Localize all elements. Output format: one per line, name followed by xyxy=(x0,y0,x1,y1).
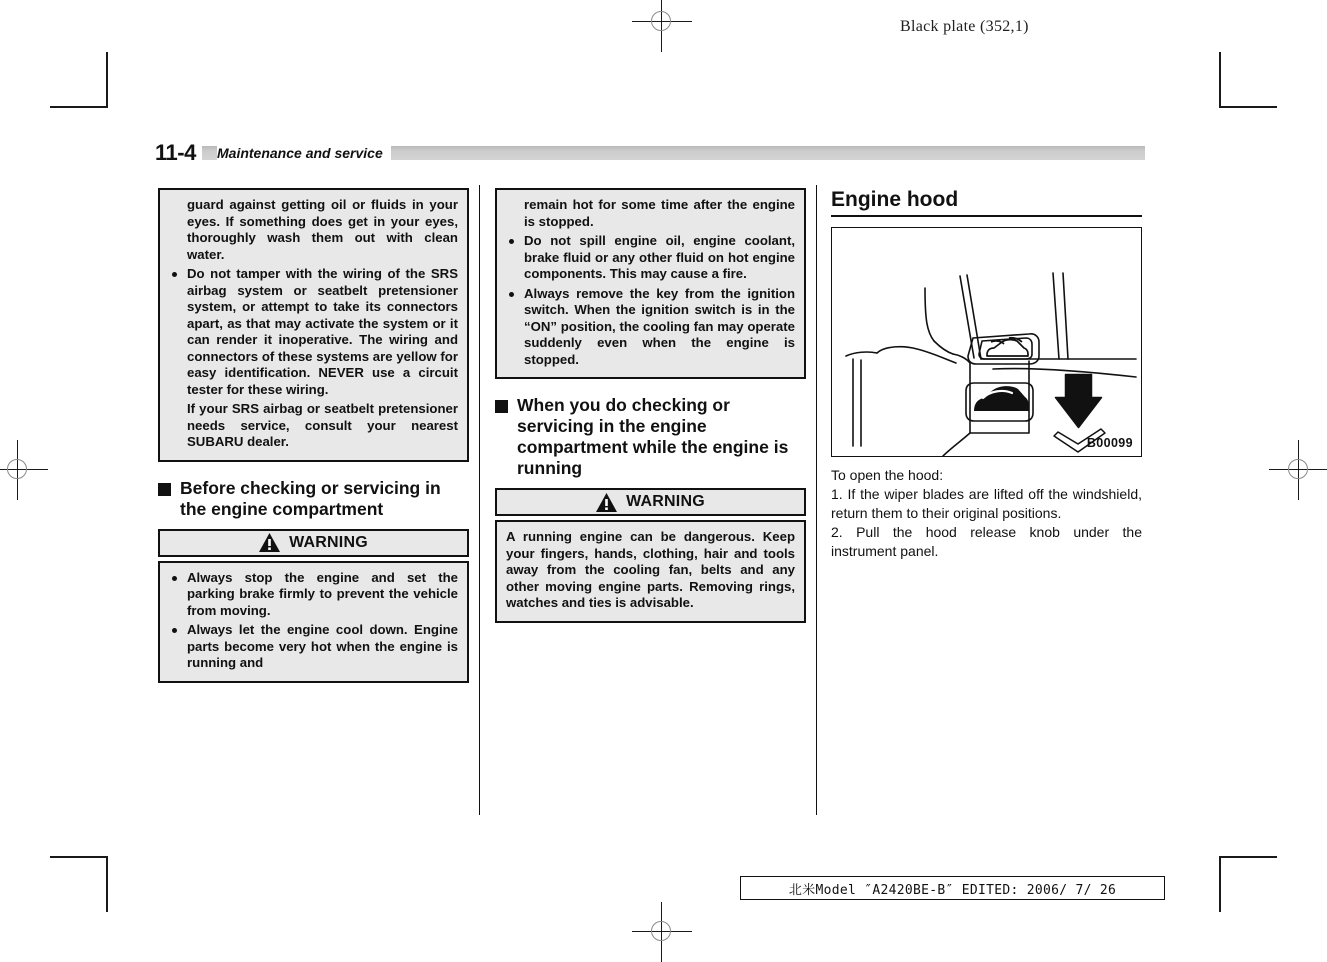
warning-continuation-box-left xyxy=(158,188,469,462)
crop-mark-bottom-left-vertical xyxy=(106,856,108,912)
heading-text: When you do checking or servicing in the engine compartment while the engine is running xyxy=(517,395,789,478)
footer-edition-stamp: 北米Model ″A2420BE-B″ EDITED: 2006/ 7/ 26 xyxy=(740,876,1165,900)
warning-body-middle xyxy=(495,520,806,623)
warning-paragraph: A running engine can be dangerous. Keep your fingers, hands, clothing, hair and tools away from the cooling fan, belts and any other moving engine parts. Removing rings, watches and ties is advisable. xyxy=(506,529,795,610)
figure-code: B00099 xyxy=(1086,436,1133,450)
warning-body-left xyxy=(158,561,469,683)
registration-mark-right xyxy=(1269,440,1327,500)
instruction-step-1: 1. If the wiper blades are lifted off the windshield, return them to their original positions. xyxy=(831,486,1142,521)
heading-before-checking xyxy=(158,478,469,520)
right-column xyxy=(831,188,1142,561)
crop-mark-top-right-vertical xyxy=(1219,52,1221,108)
list-item: guard against getting oil or fluids in your eyes. If something does get in your eyes, thoroughly wash them out with clean water. xyxy=(187,197,458,262)
instruction-intro: To open the hood: xyxy=(831,467,944,483)
middle-column xyxy=(495,188,806,623)
warning-triangle-icon xyxy=(259,533,280,552)
hood-release-illustration xyxy=(832,228,1141,456)
registration-mark-bottom xyxy=(632,902,692,962)
page-header xyxy=(155,140,1145,166)
list-item: Always stop the engine and set the parking brake firmly to prevent the vehicle from moving. xyxy=(169,570,458,620)
column-divider-2 xyxy=(816,185,817,815)
warning-banner-left xyxy=(158,529,469,557)
crop-mark-bottom-right-horizontal xyxy=(1221,856,1277,858)
left-warning-list xyxy=(169,197,458,451)
list-item: Do not spill engine oil, engine coolant, brake fluid or any other fluid on hot engine components. This may cause a fire. xyxy=(506,233,795,283)
square-bullet-icon xyxy=(158,483,171,496)
square-bullet-icon xyxy=(495,400,508,413)
warning-triangle-icon xyxy=(596,493,617,512)
list-item: Always let the engine cool down. Engine parts become very hot when the engine is running and xyxy=(169,622,458,672)
heading-when-you-do-checking xyxy=(495,395,806,479)
middle-warning-list xyxy=(506,197,795,368)
list-item: If your SRS airbag or seatbelt pretensioner needs service, consult your nearest SUBARU dealer. xyxy=(187,401,458,449)
warning-label: WARNING xyxy=(626,493,705,510)
list-item: remain hot for some time after the engine is stopped. xyxy=(524,197,795,229)
page-number: 11-4 xyxy=(155,140,202,166)
column-divider-1 xyxy=(479,185,480,815)
engine-hood-heading: Engine hood xyxy=(831,188,1142,217)
section-title: Maintenance and service xyxy=(217,145,391,161)
warning-banner-middle xyxy=(495,488,806,516)
instruction-step-2: 2. Pull the hood release knob under the instrument panel. xyxy=(831,524,1142,559)
crop-mark-bottom-left-horizontal xyxy=(50,856,106,858)
registration-mark-left xyxy=(0,440,48,500)
heading-text: Before checking or servicing in the engine compartment xyxy=(180,477,441,519)
crop-mark-top-right-horizontal xyxy=(1221,106,1277,108)
black-plate-label: Black plate (352,1) xyxy=(900,18,1029,35)
left-column xyxy=(158,188,469,683)
warning-label: WARNING xyxy=(289,533,368,551)
left-warning-bullets xyxy=(169,570,458,672)
crop-mark-bottom-right-vertical xyxy=(1219,856,1221,912)
registration-mark-top xyxy=(632,0,692,52)
list-item: Do not tamper with the wiring of the SRS airbag system or seatbelt pretensioner system, or attempt to take its connectors apart, as that may activate the system or it can render it inoperative. The wiring and connectors of these systems are yellow for easy identification. NEVER use a circuit tester for these wiring. xyxy=(169,266,458,398)
engine-hood-instructions xyxy=(831,466,1142,561)
list-item: Always remove the key from the ignition switch. When the ignition switch is in the “ON” position, the cooling fan may operate suddenly even when the engine is stopped. xyxy=(506,286,795,369)
hood-open-icon-outline xyxy=(987,338,1028,356)
warning-continuation-box-middle xyxy=(495,188,806,379)
crop-mark-top-left-vertical xyxy=(106,52,108,108)
crop-mark-top-left-horizontal xyxy=(50,106,106,108)
engine-hood-figure xyxy=(831,227,1142,457)
